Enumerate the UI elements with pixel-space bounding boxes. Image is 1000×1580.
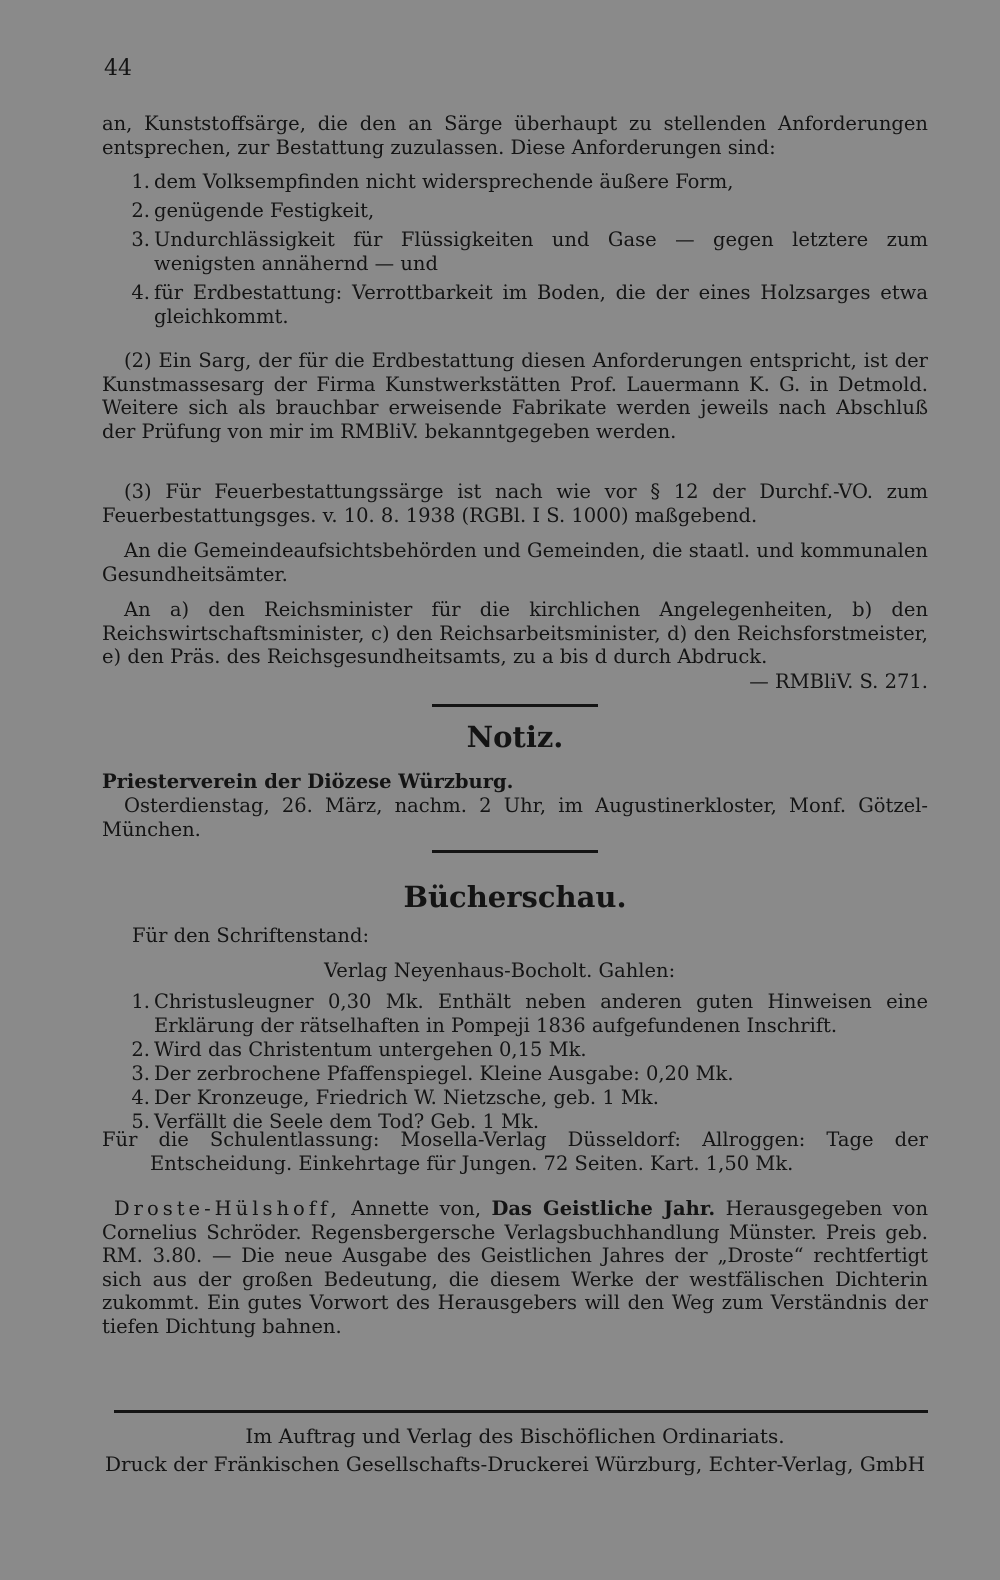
buecherschau-heading: Bücherschau. <box>403 880 627 914</box>
droste-title: Das Geistliche Jahr. <box>491 1197 716 1220</box>
schriftenstand-label: Für den Schriftenstand: <box>132 924 370 947</box>
page-number: 44 <box>104 56 132 81</box>
list-item: 4. für Erdbestattung: Verrottbarkeit im Boden, die der eines Holzsarges etwa gleichkommt. <box>131 281 928 328</box>
list-item: 3. Der zerbrochene Pfaffenspiegel. Kleine Ausgabe: 0,20 Mk. <box>131 1062 734 1085</box>
footer-line-1: Im Auftrag und Verlag des Bischöflichen Ordinariats. <box>245 1424 785 1448</box>
droste-author-rest: Annette von, <box>351 1197 482 1220</box>
school-paragraph: Für die Schulentlassung: Mosella-Verlag Düsseldorf: Allroggen: Tage der Entscheidung. Einkehrtage für Jungen. 72 Seiten. Kart. 1,50 Mk. <box>102 1128 928 1175</box>
notiz-heading: Notiz. <box>466 720 564 754</box>
droste-paragraph <box>102 1197 928 1338</box>
droste-text: Herausgegeben von Cornelius Schröder. Regensbergersche Verlagsbuchhandlung Münster. Preis geb. RM. 3.80. — Die neue Ausgabe des Geistlichen Jahres der „Droste“ rechtfertigt sich aus der großen Bedeutung, die diesem Werke der westfälischen Dichterin zukommt. Ein gutes Vorwort des Herausgebers will den Weg zum Verständnis der tiefen Dichtung bahnen. <box>102 1197 928 1338</box>
paragraph-5: An a) den Reichsminister für die kirchlichen Angelegenheiten, b) den Reichswirtschaftsminister, c) den Reichsarbeitsminister, d) den Reichsforstmeister, e) den Präs. des Reichsgesundheitsamts, zu a bis d durch Abdruck. <box>102 598 928 668</box>
footer-divider <box>114 1410 928 1413</box>
intro-paragraph: an, Kunststoffsärge, die den an Särge überhaupt zu stellenden Anforderungen entsprechen, zur Bestattung zuzulassen. Diese Anforderungen sind: <box>102 112 928 159</box>
list-item: 2. genügende Festigkeit, <box>131 199 375 222</box>
paragraph-4: An die Gemeindeaufsichtsbehörden und Gemeinden, die staatl. und kommunalen Gesundheitsämter. <box>102 539 928 586</box>
list-item: 5. Verfällt die Seele dem Tod? Geb. 1 Mk. <box>131 1110 540 1133</box>
list-item: 3. Undurchlässigkeit für Flüssigkeiten und Gase — gegen letztere zum wenigsten annähernd — und <box>131 228 928 275</box>
requirements-list <box>124 170 928 329</box>
list-item: 4. Der Kronzeuge, Friedrich W. Nietzsche, geb. 1 Mk. <box>131 1086 659 1109</box>
source-reference: — RMBliV. S. 271. <box>749 670 928 693</box>
book-list <box>124 990 928 1134</box>
divider <box>432 850 598 853</box>
notiz-org: Priesterverein der Diözese Würzburg. <box>102 770 514 793</box>
publisher-line: Verlag Neyenhaus-Bocholt. Gahlen: <box>324 959 676 982</box>
paragraph-2: (2) Ein Sarg, der für die Erdbestattung diesen Anforderungen entspricht, ist der Kunstmassesarg der Firma Kunstwerkstätten Prof. Lauermann K. G. in Detmold. Weitere sich als brauchbar erweisende Fabrikate werden jeweils nach Abschluß der Prüfung von mir im RMBliV. bekanntgegeben werden. <box>102 349 928 443</box>
list-item: 2. Wird das Christentum untergehen 0,15 Mk. <box>131 1038 587 1061</box>
notiz-text: Osterdienstag, 26. März, nachm. 2 Uhr, im Augustinerkloster, Monf. Götzel-München. <box>102 794 928 841</box>
paragraph-3: (3) Für Feuerbestattungssärge ist nach wie vor § 12 der Durchf.-VO. zum Feuerbestattungsges. v. 10. 8. 1938 (RGBl. I S. 1000) maßgebend. <box>102 480 928 527</box>
list-item: 1. Christusleugner 0,30 Mk. Enthält neben anderen guten Hinweisen eine Erklärung der rätselhaften in Pompeji 1836 aufgefundenen Inschrift. <box>131 990 928 1037</box>
footer-line-2: Druck der Fränkischen Gesellschafts-Druckerei Würzburg, Echter-Verlag, GmbH <box>104 1452 926 1476</box>
divider <box>432 704 598 707</box>
list-item: 1. dem Volksempfinden nicht widersprechende äußere Form, <box>131 170 734 193</box>
droste-author: Droste-Hülshoff, <box>114 1197 341 1220</box>
